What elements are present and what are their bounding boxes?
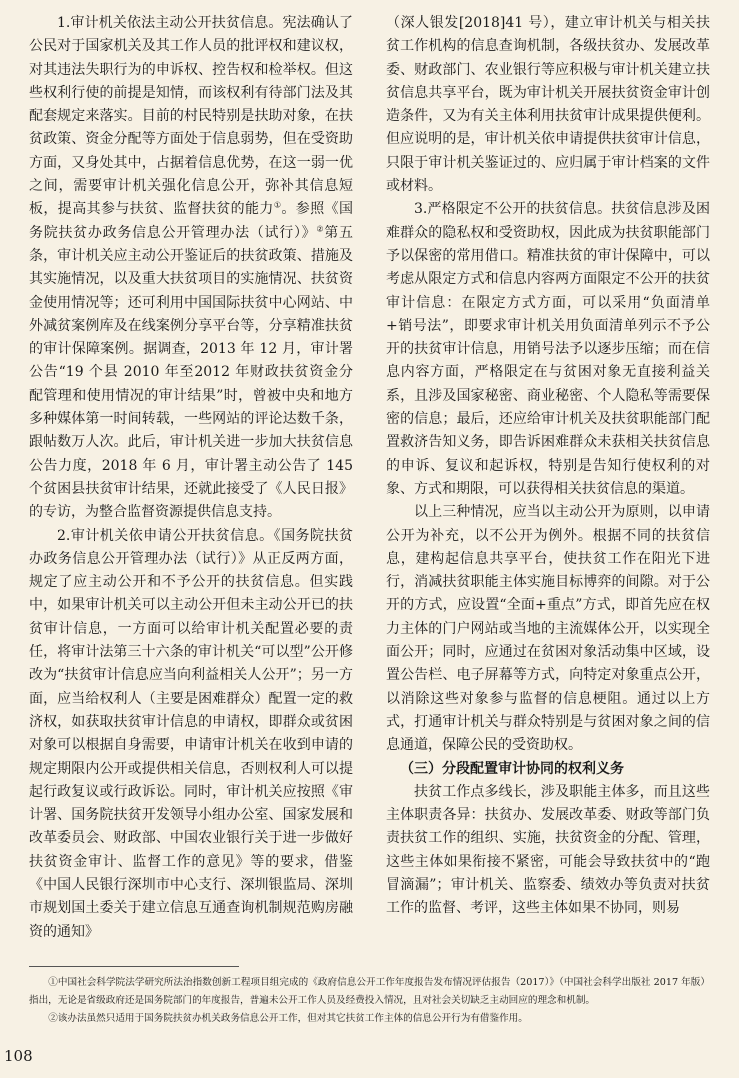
right-column (386, 12, 710, 921)
section-heading: （三）分段配置审计协同的权利义务 (400, 760, 624, 777)
paragraph-2: 2.审计机关依申请公开扶贫信息。《国务院扶贫办政务信息公开管理办法（试行）》从正反两方面，规定了应主动公开和不予公开的扶贫信息。但实践中，如果审计机关可以主动公开但未主动公开已的扶贫审计信息，一方面可以给审计机关配置必要的责任，将审计法第三十六条的审计机关“可以型”公开修改为“扶贫审计信息应当向利益相关人公开”；另一方面，应当给权利人（主要是困难群众）配置一定的救济权，如获取扶贫审计信息的申请权，即群众或贫困对象可以根据自身需要，申请审计机关在收到申请的规定期限内公开或提供相关信息，否则权利人可以提起行政复议或行政诉讼。同时，审计机关应按照《审计署、国务院扶贫开发领导小组办公室、国家发展和改革委员会、财政部、中国农业银行关于进一步做好扶贫资金审计、监督工作的意见》等的要求，借鉴《中国人民银行深圳市中心支行、深圳银监局、深圳市规划国土委关于建立信息互通查询机制规范购房融资的通知》 (29, 527, 353, 940)
footnote-ref-1[interactable]: ① (273, 200, 282, 210)
footnote-ref-2[interactable]: ② (316, 224, 325, 234)
paragraph-1: 1.审计机关依法主动公开扶贫信息。宪法确认了公民对于国家机关及其工作人员的批评权和建议权，对其违法失职行为的申诉权、控告权和检举权。但这些权利行使的前提是知情，而该权利有待部门法及其配套规定来落实。目前的村民特别是扶助对象，在扶贫政策、资金分配等方面处于信息弱势，但在受资助方面，又身处其中，占据着信息优势，在这一弱一优之间，需要审计机关强化信息公开，弥补其信息短板，提高其参与扶贫、监督扶贫的能力①。参照《国务院扶贫办政务信息公开管理办法（试行）》②第五条，审计机关应主动公开鉴证后的扶贫政策、措施及其实施情况，以及重大扶贫项目的实施情况、扶贫资金使用情况等；还可利用中国国际扶贫中心网站、中外减贫案例库及在线案例分享平台等，分享精准扶贫的审计保障案例。据调查，2013 年 12 月，审计署公告“19 个县 2010 年至2012 年财政扶贫资金分配管理和使用情况的审计结果”时，曾被中央和地方多种媒体第一时间转载，一些网站的评论达数千条，跟帖数万人次。此后，审计机关进一步加大扶贫信息公告力度，2018 年 6 月，审计署主动公告了 145 个贫困县扶贫审计结果，还就此接受了《人民日报》的专访，为整合监督资源提供信息支持。 (29, 15, 354, 521)
left-column (29, 12, 353, 944)
footnote-1: ①中国社会科学院法学研究所法治指数创新工程项目组完成的《政府信息公开工作年度报告发布情况评估报告（2017）》（中国社会科学出版社 2017 年版）指出，无论是省级政府还是国务院部门的年度报告，普遍未公开工作人员及经费投入情况，且对社会关切缺乏主动回应的理念和机制。 (29, 977, 710, 1006)
footnote-divider (29, 966, 239, 967)
page-number: 108 (4, 1047, 33, 1065)
footnote-2: ②该办法虽然只适用于国务院扶贫办机关政务信息公开工作，但对其它扶贫工作主体的信息公开行为有借鉴作用。 (48, 1013, 528, 1024)
paragraph-4: 扶贫工作点多线长，涉及职能主体多，而且这些主体职责各异：扶贫办、发展改革委、财政等部门负责扶贫工作的组织、实施，扶贫资金的分配、管理，这些主体如果衔接不紧密，可能会导致扶贫中的“跑冒滴漏”；审计机关、监察委、绩效办等负责对扶贫工作的监督、考评，这些主体如果不协同，则易 (386, 783, 710, 917)
paragraph-summary: 以上三种情况，应当以主动公开为原则，以申请公开为补充，以不公开为例外。根据不同的扶贫信息，建构起信息共享平台，使扶贫工作在阳光下进行，消减扶贫职能主体实施目标博弈的间隙。对于公开的方式，应设置“全面+重点”方式，即首先应在权力主体的门户网站或当地的主流媒体公开，以实现全面公开；同时，应通过在贫困对象活动集中区域，设置公告栏、电子屏幕等方式，向特定对象重点公开，以消除这些对象参与监督的信息梗阻。通过以上方式，打通审计机关与群众特别是与贫困对象之间的信息通道，保障公民的受资助权。 (386, 504, 710, 754)
footnotes (29, 974, 710, 1028)
paragraph-continuation: （深人银发[2018]41 号），建立审计机关与相关扶贫工作机构的信息查询机制，各级扶贫办、发展改革委、财政部门、农业银行等应积极与审计机关建立扶贫信息共享平台，既为审计机关开展扶贫资金审计创造条件，又为有关主体利用扶贫审计成果提供便利。但应说明的是，审计机关依申请提供扶贫审计信息，只限于审计机关鉴证过的、应归属于审计档案的文件或材料。 (386, 15, 710, 195)
paragraph-3: 3.严格限定不公开的扶贫信息。扶贫信息涉及困难群众的隐私权和受资助权，因此成为扶贫职能部门予以保密的常用借口。精准扶贫的审计保障中，可以考虑从限定方式和信息内容两方面限定不公开的扶贫审计信息：在限定方式方面，可以采用“负面清单+销号法”，即要求审计机关用负面清单列示不予公开的扶贫审计信息，用销号法予以逐步压缩；而在信息内容方面，严格限定在与贫困对象无直接利益关系，且涉及国家秘密、商业秘密、个人隐私等需要保密的信息；最后，还应给审计机关及扶贫职能部门配置救济告知义务，即告诉困难群众未获相关扶贫信息的申诉、复议和起诉权，特别是告知行使权利的对象、方式和期限，可以获得相关扶贫信息的渠道。 (386, 201, 710, 497)
